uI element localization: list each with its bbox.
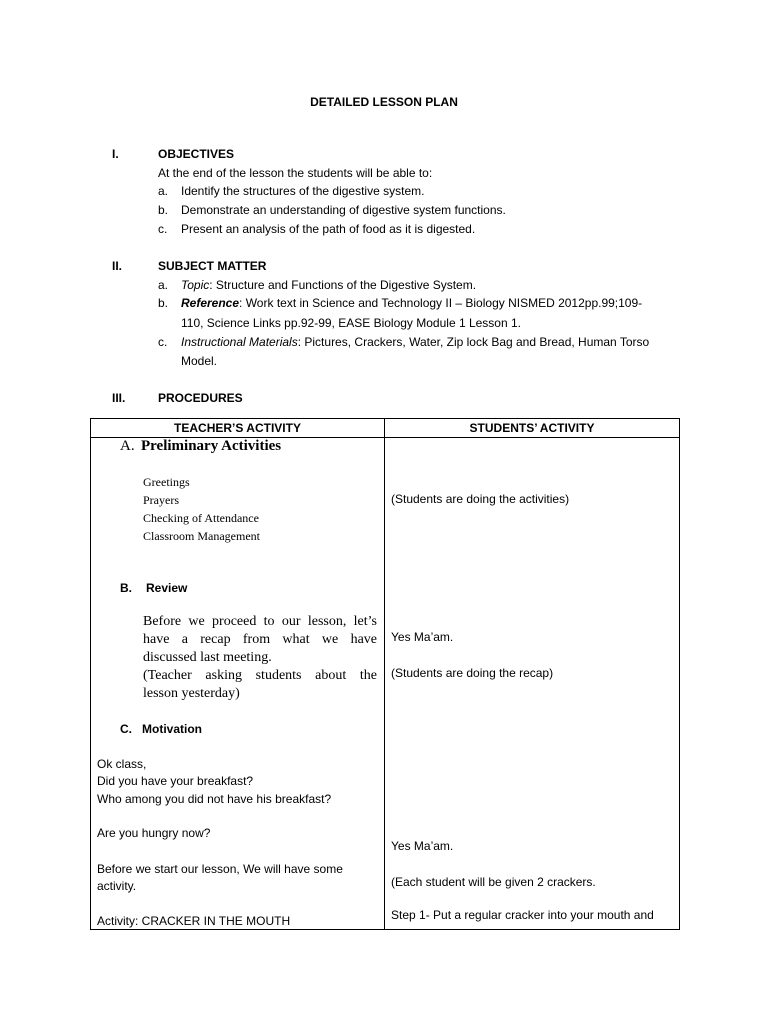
header-students-activity: STUDENTS’ ACTIVITY: [469, 421, 595, 435]
students-step1: Step 1- Put a regular cracker into your mouth and: [391, 908, 654, 922]
subject-letter: c.: [158, 335, 168, 349]
subject-letter: b.: [158, 296, 169, 310]
objective-letter: c.: [158, 222, 168, 236]
section-number-subject-matter: II.: [112, 259, 123, 273]
topic-text: : Structure and Functions of the Digestive System.: [209, 278, 477, 292]
preliminary-item: Greetings: [143, 475, 190, 489]
review-line: (Teacher asking students about the: [143, 668, 377, 683]
review-line: Before we proceed to our lesson, let’s: [143, 614, 377, 629]
section-heading-procedures: PROCEDURES: [158, 391, 243, 405]
objective-item: Demonstrate an understanding of digestive system functions.: [181, 203, 506, 217]
motivation-hungry: Are you hungry now?: [97, 826, 211, 840]
students-yes: Yes Ma’am.: [391, 839, 454, 853]
table-column-divider: [384, 419, 385, 929]
motivation-letter: C.: [120, 722, 132, 736]
reference-label: Reference: [181, 296, 240, 310]
topic-label: Topic: [181, 278, 210, 292]
materials-line2: Model.: [181, 354, 218, 368]
review-line: discussed last meeting.: [143, 650, 272, 665]
materials-label: Instructional Materials: [181, 335, 298, 349]
subject-materials: [181, 333, 649, 351]
materials-text: : Pictures, Crackers, Water, Zip lock Bag and Bread, Human Torso: [297, 335, 650, 349]
section-number-objectives: I.: [112, 147, 119, 161]
subject-letter: a.: [158, 278, 169, 292]
section-heading-subject-matter: SUBJECT MATTER: [158, 259, 267, 273]
students-recap: (Students are doing the recap): [391, 666, 554, 680]
objective-letter: b.: [158, 203, 169, 217]
preliminary-heading: Preliminary Activities: [141, 438, 282, 454]
subject-reference: [181, 294, 642, 312]
students-crackers: (Each student will be given 2 crackers.: [391, 875, 596, 889]
preliminary-item: Classroom Management: [143, 529, 260, 543]
motivation-line: Did you have your breakfast?: [97, 774, 254, 788]
students-yes: Yes Ma’am.: [391, 630, 454, 644]
objective-item: Identify the structures of the digestive system.: [181, 184, 425, 198]
review-line: lesson yesterday): [143, 686, 240, 701]
preliminary-item: Prayers: [143, 493, 179, 507]
students-preliminary: (Students are doing the activities): [391, 492, 570, 506]
motivation-before-line2: activity.: [97, 879, 137, 893]
procedures-table: [90, 418, 680, 930]
objective-item: Present an analysis of the path of food as it is digested.: [181, 222, 476, 236]
motivation-line: Who among you did not have his breakfast?: [97, 792, 332, 806]
preliminary-letter: A.: [120, 438, 135, 454]
motivation-line: Ok class,: [97, 757, 147, 771]
section-number-procedures: III.: [112, 391, 126, 405]
review-heading: Review: [146, 581, 188, 595]
objectives-intro: At the end of the lesson the students will be able to:: [158, 166, 433, 180]
reference-text: : Work text in Science and Technology II – Biology NISMED 2012pp.99;109-: [239, 296, 643, 310]
document-title: DETAILED LESSON PLAN: [310, 95, 458, 109]
review-line: have a recap from what we have: [143, 632, 377, 647]
subject-topic: [181, 276, 476, 294]
section-heading-objectives: OBJECTIVES: [158, 147, 235, 161]
objective-letter: a.: [158, 184, 169, 198]
preliminary-item: Checking of Attendance: [143, 511, 259, 525]
header-teacher-activity: TEACHER’S ACTIVITY: [174, 421, 301, 435]
motivation-activity: Activity: CRACKER IN THE MOUTH: [97, 914, 291, 928]
motivation-heading: Motivation: [142, 722, 202, 736]
motivation-before: Before we start our lesson, We will have some: [97, 862, 343, 876]
reference-line2: 110, Science Links pp.92-99, EASE Biology Module 1 Lesson 1.: [181, 316, 521, 330]
review-letter: B.: [120, 581, 132, 595]
